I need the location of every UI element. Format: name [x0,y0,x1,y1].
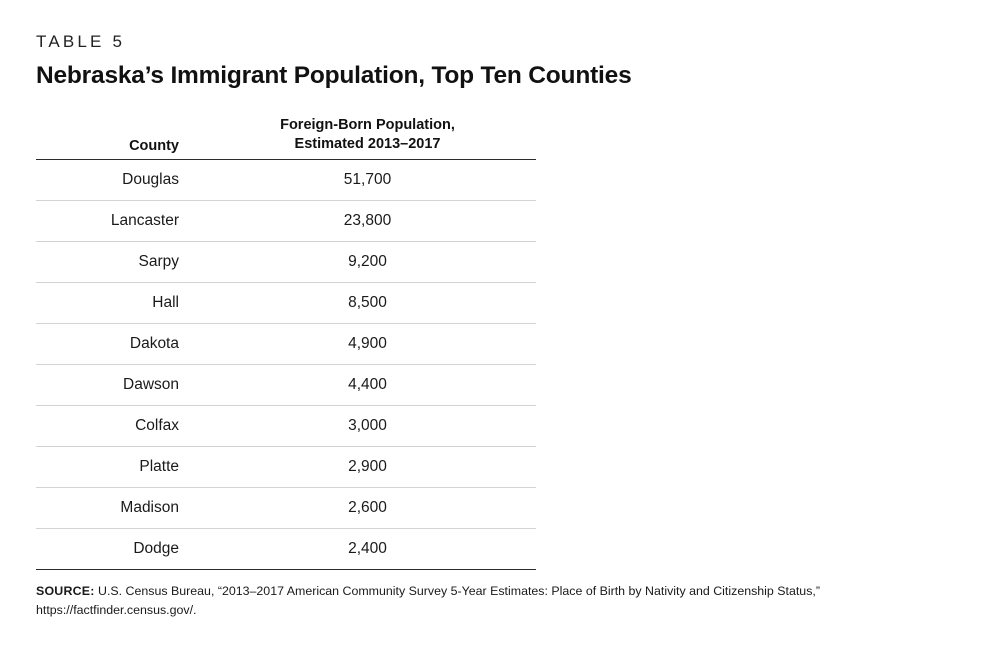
cell-county: Colfax [36,406,191,447]
table-row [36,488,536,529]
page-title: Nebraska’s Immigrant Population, Top Ten Counties [36,62,632,89]
table-row [36,283,536,324]
column-header-county: County [36,116,191,160]
data-table [36,116,536,570]
column-header-line-2: Estimated 2013–2017 [294,136,441,153]
table-header-row [36,116,536,160]
cell-value: 4,900 [191,324,536,365]
cell-value: 9,200 [191,242,536,283]
cell-value: 51,700 [191,160,536,201]
table-row [36,365,536,406]
cell-value: 2,600 [191,488,536,529]
table-row [36,242,536,283]
cell-county: Dakota [36,324,191,365]
table-row [36,529,536,570]
table-row [36,406,536,447]
cell-value: 4,400 [191,365,536,406]
source-text: U.S. Census Bureau, “2013–2017 American Community Survey 5-Year Estimates: Place of Birth by Nativity and Citizenship Status,” [94,584,820,599]
cell-value: 8,500 [191,283,536,324]
column-header-foreign-born-population [191,116,536,160]
column-header-line-1: Foreign-Born Population, [280,117,455,133]
table-row [36,324,536,365]
table-row [36,447,536,488]
table-body [36,160,536,570]
cell-county: Dodge [36,529,191,570]
cell-value: 2,400 [191,529,536,570]
source-label: SOURCE: [36,584,95,599]
cell-value: 2,900 [191,447,536,488]
cell-county: Madison [36,488,191,529]
cell-value: 23,800 [191,201,536,242]
source-note [36,582,936,619]
cell-county: Dawson [36,365,191,406]
table-row [36,201,536,242]
table-header [36,116,536,160]
table-number-label: TABLE 5 [36,32,126,51]
table-row [36,160,536,201]
cell-county: Sarpy [36,242,191,283]
cell-county: Douglas [36,160,191,201]
cell-value: 3,000 [191,406,536,447]
cell-county: Lancaster [36,201,191,242]
cell-county: Hall [36,283,191,324]
cell-county: Platte [36,447,191,488]
source-url: https://factfinder.census.gov/. [36,602,197,617]
